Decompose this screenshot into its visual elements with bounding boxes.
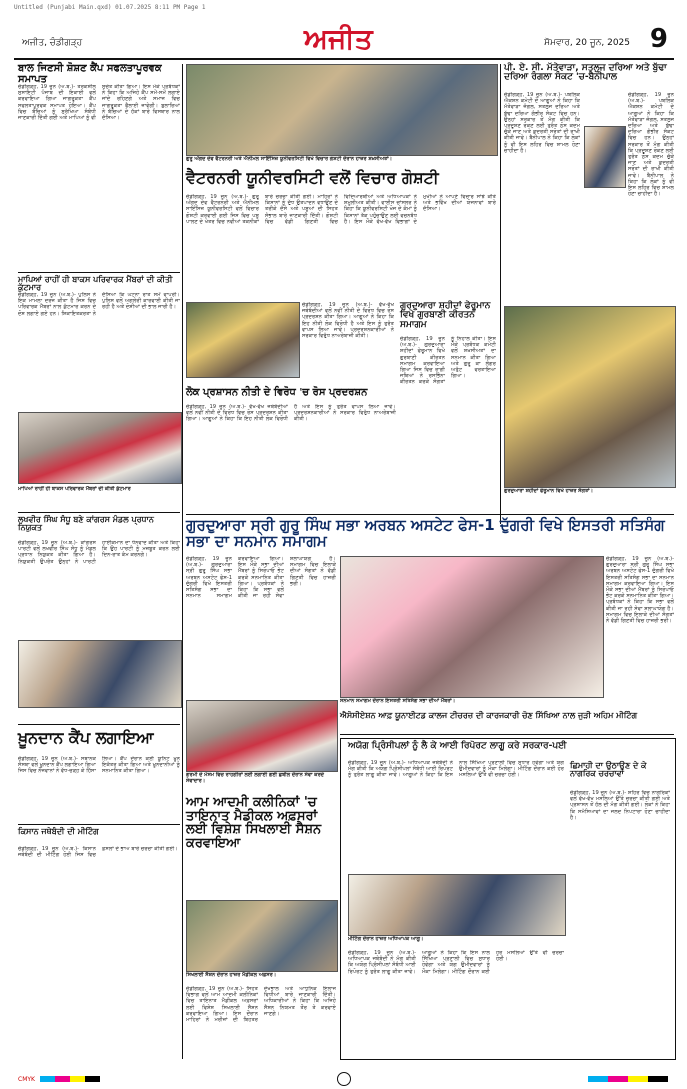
article-body-a12: ਚੰਡੀਗੜ੍ਹ, 19 ਜੂਨ (ਅ.ਬ.)- ਸਿਹਤ ਵਿਭਾਗ ਵਲੋਂ ਆਮ ਆਦਮੀ ਕਲੀਨਿਕਾਂ ਵਿਚ ਤਾਇਨਾਤ ਮੈਡੀਕਲ ਅਫ਼ਸਰਾਂ ਲਈ ਵਿਸ਼ੇਸ਼ ਸਿਖਲਾਈ ਸੈਸ਼ਨ ਕਰਵਾਇਆ ਗਿਆ। ਇਸ ਦੌਰਾਨ ਮਾਹਿਰਾਂ ਨੇ ਮਰੀਜ਼ਾਂ ਦੀ ਬਿਹਤਰ ਦੇਖਭਾਲ ਅਤੇ ਆਧੁਨਿਕ ਇਲਾਜ ਵਿਧੀਆਂ ਬਾਰੇ ਜਾਣਕਾਰੀ ਦਿੱਤੀ। ਅਧਿਕਾਰੀਆਂ ਨੇ ਕਿਹਾ ਕਿ ਅਜਿਹੇ ਸੈਸ਼ਨ ਨਿਯਮਤ ਤੌਰ ਤੇ ਕਰਵਾਏ ਜਾਣਗੇ। bbox=[186, 986, 336, 1024]
issue-date: ਸੋਮਵਾਰ, 20 ਜੂਨ, 2025 bbox=[544, 38, 630, 48]
article-body-a6: ਚੰਡੀਗੜ੍ਹ, 19 ਜੂਨ (ਅ.ਬ.)- ਪਬਲਿਕ ਐਕਸ਼ਨ ਕਮੇਟੀ ਦੇ ਆਗੂਆਂ ਨੇ ਕਿਹਾ ਕਿ ਮੱਤੇਵਾੜਾ ਜੰਗਲ, ਸਤਲੁਜ ਦਰਿਆ ਅਤੇ ਬੁੱਢਾ ਦਰਿਆ ਗੰਭੀਰ ਸੰਕਟ ਵਿਚ ਹਨ। ਉਨ੍ਹਾਂ ਸਰਕਾਰ ਤੋਂ ਮੰਗ ਕੀਤੀ ਕਿ ਪ੍ਰਦੂਸ਼ਣ ਰੋਕਣ ਲਈ ਤੁਰੰਤ ਠੋਸ ਕਦਮ ਚੁੱਕੇ ਜਾਣ ਅਤੇ ਕੁਦਰਤੀ ਸਰੋਤਾਂ ਦੀ ਰਾਖੀ ਕੀਤੀ ਜਾਵੇ। ਬੈਨੀਪਾਲ ਨੇ ਕਿਹਾ ਕਿ ਲੋਕਾਂ ਨੂੰ ਵੀ ਇਸ ਲਹਿਰ ਵਿਚ ਸ਼ਾਮਲ ਹੋਣਾ ਚਾਹੀਦਾ ਹੈ। bbox=[504, 92, 580, 154]
caption-a12: ਸਿਖਲਾਈ ਸੈਸ਼ਨ ਦੌਰਾਨ ਹਾਜ਼ਰ ਮੈਡੀਕਲ ਅਫ਼ਸਰ। bbox=[186, 972, 277, 978]
page-number: 9 bbox=[649, 24, 668, 54]
headline-a3: ਲਖਵੀਰ ਸਿੰਘ ਸੰਧੂ ਬਣੇ ਕਾਂਗਰਸ ਮੰਡਲ ਪ੍ਰਧਾਨ ਨਿਯੁਕਤ bbox=[18, 515, 154, 533]
headline-a10: ਐਸੋਸੀਏਸ਼ਨ ਆਫ਼ ਯੂਨਾਈਟਡ ਕਾਲਜ ਟੀਚਰਜ਼ ਦੀ ਕਾਰਜਕਾਰੀ ਚੋਣ ਸਿੱਖਿਆ ਨਾਲ ਜੁੜੀ ਅਹਿਮ ਮੀਟਿੰਗ bbox=[340, 711, 638, 720]
article-body-a3: ਚੰਡੀਗੜ੍ਹ, 19 ਜੂਨ (ਅ.ਬ.)- ਕਾਂਗਰਸ ਪਾਰਟੀ ਵਲੋਂ ਲਖਵੀਰ ਸਿੰਘ ਸੰਧੂ ਨੂੰ ਮੰਡਲ ਪ੍ਰਧਾਨ ਨਿਯੁਕਤ ਕੀਤਾ ਗਿਆ ਹੈ। ਨਿਯੁਕਤੀ ਉਪਰੰਤ ਉਨ੍ਹਾਂ ਨੇ ਪਾਰਟੀ ਹਾਈਕਮਾਨ ਦਾ ਧੰਨਵਾਦ ਕੀਤਾ ਅਤੇ ਕਿਹਾ ਕਿ ਉਹ ਪਾਰਟੀ ਨੂੰ ਮਜ਼ਬੂਤ ਕਰਨ ਲਈ ਦਿਨ-ਰਾਤ ਕੰਮ ਕਰਨਗੇ। bbox=[18, 540, 180, 565]
divider bbox=[340, 734, 674, 735]
photo-a9 bbox=[340, 556, 604, 698]
article-body-a5: ਚੰਡੀਗੜ੍ਹ, 19 ਜੂਨ (ਅ.ਬ.)- ਗੁਰੂ ਅੰਗਦ ਦੇਵ ਵੈਟਰਨਰੀ ਅਤੇ ਐਨੀਮਲ ਸਾਇੰਸਿਜ਼ ਯੂਨੀਵਰਸਿਟੀ ਵਲੋਂ ਵਿਚਾਰ ਗੋਸ਼ਟੀ ਕਰਵਾਈ ਗਈ ਜਿਸ ਵਿਚ ਪਸ਼ੂ ਪਾਲਣ ਦੇ ਖੇਤਰ ਵਿਚ ਨਵੀਆਂ ਤਕਨੀਕਾਂ ਬਾਰੇ ਚਰਚਾ ਕੀਤੀ ਗਈ। ਮਾਹਿਰਾਂ ਨੇ ਕਿਸਾਨਾਂ ਨੂੰ ਦੁੱਧ ਉਤਪਾਦਨ ਵਧਾਉਣ ਦੇ ਤਰੀਕੇ ਦੱਸੇ ਅਤੇ ਪਸ਼ੂਆਂ ਦੀ ਸਿਹਤ ਸੰਭਾਲ ਬਾਰੇ ਜਾਣਕਾਰੀ ਦਿੱਤੀ। ਗੋਸ਼ਟੀ ਵਿਚ ਵੱਡੀ ਗਿਣਤੀ ਵਿਚ ਵਿਦਿਆਰਥੀਆਂ ਅਤੇ ਅਧਿਆਪਕਾਂ ਨੇ ਸ਼ਮੂਲੀਅਤ ਕੀਤੀ। ਵਾਈਸ ਚਾਂਸਲਰ ਨੇ ਕਿਹਾ ਕਿ ਯੂਨੀਵਰਸਿਟੀ ਖੋਜ ਦੇ ਕੰਮਾਂ ਨੂੰ ਕਿਸਾਨਾਂ ਤੱਕ ਪਹੁੰਚਾਉਣ ਲਈ ਵਚਨਬੱਧ ਹੈ। ਇਸ ਮੌਕੇ ਵੱਖ-ਵੱਖ ਵਿਭਾਗਾਂ ਦੇ ਮੁਖੀਆਂ ਨੇ ਆਪਣੇ ਵਿਚਾਰ ਸਾਂਝੇ ਕੀਤੇ ਅਤੇ ਭਵਿੱਖ ਦੀਆਂ ਯੋਜਨਾਵਾਂ ਬਾਰੇ ਦੱਸਿਆ। bbox=[186, 194, 496, 225]
photo-a12 bbox=[186, 900, 338, 972]
article-body-a1: ਚੰਡੀਗੜ੍ਹ, 19 ਜੂਨ (ਅ.ਬ.)- ਤਰਕਸ਼ੀਲ ਸੁਸਾਇਟੀ ਪੰਜਾਬ ਦੀ ਇਕਾਈ ਵਲੋਂ ਕਰਵਾਇਆ ਗਿਆ ਜਾਗਰੂਕਤਾ ਕੈਂਪ ਸਫਲਤਾਪੂਰਵਕ ਸਮਾਪਤ ਹੋਇਆ। ਕੈਂਪ ਵਿਚ ਬੱਚਿਆਂ ਨੂੰ ਸੁਰੱਖਿਆ ਸੰਬੰਧੀ ਜਾਣਕਾਰੀ ਦਿੱਤੀ ਗਈ ਅਤੇ ਮਾਪਿਆਂ ਨੂੰ ਵੀ ਸੁਚੇਤ ਕੀਤਾ ਗਿਆ। ਇਸ ਮੌਕੇ ਪ੍ਰਬੰਧਕਾਂ ਨੇ ਕਿਹਾ ਕਿ ਅਜਿਹੇ ਕੈਂਪ ਸਮੇਂ-ਸਮੇਂ ਲਗਾਏ ਜਾਂਦੇ ਰਹਿਣਗੇ ਅਤੇ ਸਮਾਜ ਵਿਚ ਜਾਗਰੂਕਤਾ ਫੈਲਾਈ ਜਾਵੇਗੀ। ਬੁਲਾਰਿਆਂ ਨੇ ਬੱਚਿਆਂ ਦੇ ਹੱਕਾਂ ਬਾਰੇ ਵਿਸਥਾਰ ਨਾਲ ਦੱਸਿਆ। bbox=[18, 84, 180, 122]
divider bbox=[186, 514, 674, 515]
photo-a8 bbox=[186, 302, 300, 378]
divider bbox=[18, 724, 180, 725]
headline-a6: ਪੀ. ਏ. ਸੀ. ਮੱਤੇਵਾੜਾ, ਸਤਲੁਜ ਦਰਿਆ ਅਤੇ ਬੁੱਢਾ ਦਰਿਆ ਰੰਗਲਾ ਸੰਕਟ 'ਚ-ਬੈਨੀਪਾਲ bbox=[504, 63, 667, 83]
photo-a2 bbox=[18, 412, 182, 484]
article-body-a6-right: ਚੰਡੀਗੜ੍ਹ, 19 ਜੂਨ (ਅ.ਬ.)- ਪਬਲਿਕ ਐਕਸ਼ਨ ਕਮੇਟੀ ਦੇ ਆਗੂਆਂ ਨੇ ਕਿਹਾ ਕਿ ਮੱਤੇਵਾੜਾ ਜੰਗਲ, ਸਤਲੁਜ ਦਰਿਆ ਅਤੇ ਬੁੱਢਾ ਦਰਿਆ ਗੰਭੀਰ ਸੰਕਟ ਵਿਚ ਹਨ। ਉਨ੍ਹਾਂ ਸਰਕਾਰ ਤੋਂ ਮੰਗ ਕੀਤੀ ਕਿ ਪ੍ਰਦੂਸ਼ਣ ਰੋਕਣ ਲਈ ਤੁਰੰਤ ਠੋਸ ਕਦਮ ਚੁੱਕੇ ਜਾਣ ਅਤੇ ਕੁਦਰਤੀ ਸਰੋਤਾਂ ਦੀ ਰਾਖੀ ਕੀਤੀ ਜਾਵੇ। ਬੈਨੀਪਾਲ ਨੇ ਕਿਹਾ ਕਿ ਲੋਕਾਂ ਨੂੰ ਵੀ ਇਸ ਲਹਿਰ ਵਿਚ ਸ਼ਾਮਲ ਹੋਣਾ ਚਾਹੀਦਾ ਹੈ। bbox=[628, 92, 674, 198]
article-body-a9: ਚੰਡੀਗੜ੍ਹ, 19 ਜੂਨ (ਅ.ਬ.)- ਗੁਰਦੁਆਰਾ ਸ੍ਰੀ ਗੁਰੂ ਸਿੰਘ ਸਭਾ ਅਰਬਨ ਅਸਟੇਟ ਫੇਸ-1 ਦੁੱਗਰੀ ਵਿਖੇ ਇਸਤਰੀ ਸਤਿਸੰਗ ਸਭਾ ਦਾ ਸਨਮਾਨ ਸਮਾਗਮ ਕਰਵਾਇਆ ਗਿਆ। ਇਸ ਮੌਕੇ ਸਭਾ ਦੀਆਂ ਮੈਂਬਰਾਂ ਨੂੰ ਸਿਰੋਪਾਓ ਭੇਟ ਕਰਕੇ ਸਨਮਾਨਿਤ ਕੀਤਾ ਗਿਆ। ਪ੍ਰਬੰਧਕਾਂ ਨੇ ਕਿਹਾ ਕਿ ਸਭਾ ਵਲੋਂ ਕੀਤੀ ਜਾ ਰਹੀ ਸੇਵਾ ਸ਼ਲਾਘਾਯੋਗ ਹੈ। ਸਮਾਗਮ ਵਿਚ ਇਲਾਕੇ ਦੀਆਂ ਸੰਗਤਾਂ ਨੇ ਵੱਡੀ ਗਿਣਤੀ ਵਿਚ ਹਾਜ਼ਰੀ ਭਰੀ। bbox=[186, 556, 336, 600]
headline-a11: ਅਯੋਗ ਪ੍ਰਿੰਸੀਪਲਾਂ ਨੂੰ ਲੈ ਕੇ ਆਈ ਰਿਪੋਰਟ ਲਾਗੂ ਕਰੇ ਸਰਕਾਰ-ਪਈ bbox=[348, 741, 567, 751]
headline-a1: ਬਾਲ ਜਿਣਸੀ ਸ਼ੋਸ਼ਣ ਕੈਂਪ ਸਫਲਤਾਪੂਰਵਕ ਸਮਾਪਤ bbox=[18, 63, 162, 85]
column-divider bbox=[182, 64, 183, 1059]
photo-a5 bbox=[186, 64, 498, 156]
caption-a11: ਮੀਟਿੰਗ ਦੌਰਾਨ ਹਾਜ਼ਰ ਅਧਿਆਪਕ ਆਗੂ। bbox=[348, 936, 424, 942]
edition-label: ਅਜੀਤ, ਚੰਡੀਗੜ੍ਹ bbox=[22, 38, 83, 48]
caption-a5: ਗੁਰੂ ਅੰਗਦ ਦੇਵ ਵੈਟਰਨਰੀ ਅਤੇ ਐਨੀਮਲ ਸਾਇੰਸਿਜ਼ ਯੂਨੀਵਰਸਿਟੀ ਵਿਖੇ ਵਿਚਾਰ ਗੋਸ਼ਟੀ ਦੌਰਾਨ ਹਾਜ਼ਰ ਸ਼ਖ਼ਸੀਅਤਾਂ। bbox=[186, 156, 393, 162]
photo-a15 bbox=[186, 700, 338, 772]
article-body-a11-lower: ਚੰਡੀਗੜ੍ਹ, 19 ਜੂਨ (ਅ.ਬ.)- ਅਧਿਆਪਕ ਜਥੇਬੰਦੀ ਨੇ ਮੰਗ ਕੀਤੀ ਕਿ ਅਯੋਗ ਪ੍ਰਿੰਸੀਪਲਾਂ ਸੰਬੰਧੀ ਆਈ ਰਿਪੋਰਟ ਨੂੰ ਤੁਰੰਤ ਲਾਗੂ ਕੀਤਾ ਜਾਵੇ। ਆਗੂਆਂ ਨੇ ਕਿਹਾ ਕਿ ਇਸ ਨਾਲ ਸਿੱਖਿਆ ਪ੍ਰਣਾਲੀ ਵਿਚ ਸੁਧਾਰ ਹੋਵੇਗਾ ਅਤੇ ਯੋਗ ਉਮੀਦਵਾਰਾਂ ਨੂੰ ਮੌਕਾ ਮਿਲੇਗਾ। ਮੀਟਿੰਗ ਦੌਰਾਨ ਕਈ ਹੋਰ ਮਸਲਿਆਂ ਉੱਤੇ ਵੀ ਚਰਚਾ ਹੋਈ। bbox=[348, 950, 564, 975]
headline-a14: ਛਿਮਾਹੀ ਦਾ ਉਠਾਉਣ ਦੇ ਕੇ ਨਾਗਰਿਕ ਚਰਚਾਵਾਂ bbox=[570, 761, 647, 779]
article-body-a11: ਚੰਡੀਗੜ੍ਹ, 19 ਜੂਨ (ਅ.ਬ.)- ਅਧਿਆਪਕ ਜਥੇਬੰਦੀ ਨੇ ਮੰਗ ਕੀਤੀ ਕਿ ਅਯੋਗ ਪ੍ਰਿੰਸੀਪਲਾਂ ਸੰਬੰਧੀ ਆਈ ਰਿਪੋਰਟ ਨੂੰ ਤੁਰੰਤ ਲਾਗੂ ਕੀਤਾ ਜਾਵੇ। ਆਗੂਆਂ ਨੇ ਕਿਹਾ ਕਿ ਇਸ ਨਾਲ ਸਿੱਖਿਆ ਪ੍ਰਣਾਲੀ ਵਿਚ ਸੁਧਾਰ ਹੋਵੇਗਾ ਅਤੇ ਯੋਗ ਉਮੀਦਵਾਰਾਂ ਨੂੰ ਮੌਕਾ ਮਿਲੇਗਾ। ਮੀਟਿੰਗ ਦੌਰਾਨ ਕਈ ਹੋਰ ਮਸਲਿਆਂ ਉੱਤੇ ਵੀ ਚਰਚਾ ਹੋਈ। bbox=[348, 760, 564, 779]
headline-a4: ਖ਼ੂਨਦਾਨ ਕੈਂਪ ਲਗਾਇਆ bbox=[18, 728, 154, 747]
headline-a13: ਕਿਸਾਨ ਜਥੇਬੰਦੀ ਦੀ ਮੀਟਿੰਗ bbox=[18, 827, 99, 836]
photo-a7 bbox=[504, 306, 676, 488]
photo-a3 bbox=[18, 640, 182, 708]
headline-a9: ਗੁਰਦੁਆਰਾ ਸ੍ਰੀ ਗੁਰੂ ਸਿੰਘ ਸਭਾ ਅਰਬਨ ਅਸਟੇਟ ਫੇਸ-1 ਦੁੱਗਰੀ ਵਿਖੇ ਇਸਤਰੀ ਸਤਿਸੰਗ ਸਭਾ ਦਾ ਸਨਮਾਨ ਸਮਾਗਮ bbox=[186, 516, 665, 550]
print-slug: Untitled (Punjabi Main.qxd) 01.07.2025 8:11 PM Page 1 bbox=[14, 4, 206, 11]
color-label: CMYK bbox=[18, 1076, 35, 1083]
headline-a12: ਆਮ ਆਦਮੀ ਕਲੀਨਿਕਾਂ 'ਚ ਤਾਇਨਾਤ ਮੈਡੀਕਲ ਅਫ਼ਸਰਾਂ ਲਈ ਵਿਸ਼ੇਸ਼ ਸਿਖਲਾਈ ਸੈਸ਼ਨ ਕਰਵਾਇਆ bbox=[186, 795, 322, 851]
column-divider bbox=[500, 64, 501, 524]
article-body-a13: ਚੰਡੀਗੜ੍ਹ, 19 ਜੂਨ (ਅ.ਬ.)- ਕਿਸਾਨ ਜਥੇਬੰਦੀ ਦੀ ਮੀਟਿੰਗ ਹੋਈ ਜਿਸ ਵਿਚ ਫ਼ਸਲਾਂ ਦੇ ਭਾਅ ਬਾਰੇ ਚਰਚਾ ਕੀਤੀ ਗਈ। bbox=[18, 846, 178, 859]
article-body-a14: ਚੰਡੀਗੜ੍ਹ, 19 ਜੂਨ (ਅ.ਬ.)- ਸ਼ਹਿਰ ਵਿਚ ਨਾਗਰਿਕਾਂ ਵਲੋਂ ਵੱਖ-ਵੱਖ ਮਸਲਿਆਂ ਉੱਤੇ ਚਰਚਾ ਕੀਤੀ ਗਈ ਅਤੇ ਪ੍ਰਸ਼ਾਸਨ ਤੋਂ ਹੱਲ ਦੀ ਮੰਗ ਕੀਤੀ ਗਈ। ਲੋਕਾਂ ਨੇ ਕਿਹਾ ਕਿ ਸਮੱਸਿਆਵਾਂ ਦਾ ਜਲਦ ਨਿਪਟਾਰਾ ਹੋਣਾ ਚਾਹੀਦਾ ਹੈ। bbox=[570, 790, 670, 821]
registration-mark bbox=[337, 1072, 351, 1086]
headline-a5: ਵੈਟਰਨਰੀ ਯੂਨੀਵਰਸਿਟੀ ਵਲੋਂ ਵਿਚਾਰ ਗੋਸ਼ਟੀ bbox=[186, 168, 439, 187]
headline-a8: ਲੋਕ ਪ੍ਰਸ਼ਾਸਨ ਨੀਤੀ ਦੇ ਵਿਰੋਧ 'ਚ ਰੋਸ ਪ੍ਰਦਰਸ਼ਨ bbox=[186, 387, 368, 398]
color-bar bbox=[40, 1076, 100, 1082]
divider bbox=[18, 272, 180, 273]
divider bbox=[18, 512, 180, 513]
newspaper-title: ਅਜੀਤ bbox=[304, 22, 373, 55]
masthead bbox=[14, 22, 674, 60]
article-body-a9-right: ਚੰਡੀਗੜ੍ਹ, 19 ਜੂਨ (ਅ.ਬ.)- ਗੁਰਦੁਆਰਾ ਸ੍ਰੀ ਗੁਰੂ ਸਿੰਘ ਸਭਾ ਅਰਬਨ ਅਸਟੇਟ ਫੇਸ-1 ਦੁੱਗਰੀ ਵਿਖੇ ਇਸਤਰੀ ਸਤਿਸੰਗ ਸਭਾ ਦਾ ਸਨਮਾਨ ਸਮਾਗਮ ਕਰਵਾਇਆ ਗਿਆ। ਇਸ ਮੌਕੇ ਸਭਾ ਦੀਆਂ ਮੈਂਬਰਾਂ ਨੂੰ ਸਿਰੋਪਾਓ ਭੇਟ ਕਰਕੇ ਸਨਮਾਨਿਤ ਕੀਤਾ ਗਿਆ। ਪ੍ਰਬੰਧਕਾਂ ਨੇ ਕਿਹਾ ਕਿ ਸਭਾ ਵਲੋਂ ਕੀਤੀ ਜਾ ਰਹੀ ਸੇਵਾ ਸ਼ਲਾਘਾਯੋਗ ਹੈ। ਸਮਾਗਮ ਵਿਚ ਇਲਾਕੇ ਦੀਆਂ ਸੰਗਤਾਂ ਨੇ ਵੱਡੀ ਗਿਣਤੀ ਵਿਚ ਹਾਜ਼ਰੀ ਭਰੀ। bbox=[606, 556, 674, 625]
portrait-photo bbox=[584, 126, 626, 188]
caption-a7: ਗੁਰਦੁਆਰਾ ਸ਼ਹੀਦਾਂ ਫੇਰੂਮਾਨ ਵਿਖੇ ਹਾਜ਼ਰ ਸੰਗਤਾਂ। bbox=[504, 488, 593, 494]
headline-a2: ਮਾਪਿਆਂ ਰਾਹੀਂ ਹੀ ਬਾਕਸ ਪਰਿਵਾਰਕ ਮੈਂਬਰਾਂ ਦੀ ਕੀਤੀ ਕੁੱਟਮਾਰ bbox=[18, 275, 173, 293]
caption-a9: ਸਨਮਾਨ ਸਮਾਗਮ ਦੌਰਾਨ ਇਸਤਰੀ ਸਤਿਸੰਗ ਸਭਾ ਦੀਆਂ ਮੈਂਬਰਾਂ। bbox=[340, 698, 456, 704]
article-body-a8: ਚੰਡੀਗੜ੍ਹ, 19 ਜੂਨ (ਅ.ਬ.)- ਵੱਖ-ਵੱਖ ਜਥੇਬੰਦੀਆਂ ਵਲੋਂ ਨਵੀਂ ਨੀਤੀ ਦੇ ਵਿਰੋਧ ਵਿਚ ਰੋਸ ਪ੍ਰਦਰਸ਼ਨ ਕੀਤਾ ਗਿਆ। ਆਗੂਆਂ ਨੇ ਕਿਹਾ ਕਿ ਇਹ ਨੀਤੀ ਲੋਕ ਵਿਰੋਧੀ ਹੈ ਅਤੇ ਇਸ ਨੂੰ ਤੁਰੰਤ ਵਾਪਸ ਲਿਆ ਜਾਵੇ। ਪ੍ਰਦਰਸ਼ਨਕਾਰੀਆਂ ਨੇ ਸਰਕਾਰ ਵਿਰੁੱਧ ਨਾਅਰੇਬਾਜ਼ੀ ਕੀਤੀ। bbox=[186, 404, 396, 423]
caption-a15: ਗਰਮੀ ਦੇ ਮੌਸਮ ਵਿਚ ਰਾਹਗੀਰਾਂ ਲਈ ਲਗਾਈ ਗਈ ਛਬੀਲ ਦੌਰਾਨ ਸੇਵਾ ਕਰਦੇ ਸੇਵਾਦਾਰ। bbox=[186, 772, 324, 784]
divider bbox=[18, 824, 180, 825]
article-body-a2: ਚੰਡੀਗੜ੍ਹ, 19 ਜੂਨ (ਅ.ਬ.)- ਪੁਲਿਸ ਨੇ ਇਕ ਮਾਮਲਾ ਦਰਜ ਕੀਤਾ ਹੈ ਜਿਸ ਵਿਚ ਪਰਿਵਾਰਕ ਮੈਂਬਰਾਂ ਨਾਲ ਕੁੱਟਮਾਰ ਕਰਨ ਦੇ ਦੋਸ਼ ਲਗਾਏ ਗਏ ਹਨ। ਸ਼ਿਕਾਇਤਕਰਤਾ ਨੇ ਦੱਸਿਆ ਕਿ ਘਟਨਾ ਰਾਤ ਸਮੇਂ ਵਾਪਰੀ। ਪੁਲਿਸ ਵਲੋਂ ਅਗਲੇਰੀ ਕਾਰਵਾਈ ਕੀਤੀ ਜਾ ਰਹੀ ਹੈ ਅਤੇ ਦੋਸ਼ੀਆਂ ਦੀ ਭਾਲ ਜਾਰੀ ਹੈ। bbox=[18, 292, 180, 317]
headline-a7: ਗੁਰਦੁਆਰਾ ਸ਼ਹੀਦਾਂ ਫੇਰੂਮਾਨ ਵਿਖੇ ਗੁਰਬਾਣੀ ਕੀਰਤਨ ਸਮਾਗਮ bbox=[400, 301, 491, 330]
caption-a2: ਮਾਪਿਆਂ ਰਾਹੀਂ ਹੀ ਬਾਕਸ ਪਰਿਵਾਰਕ ਮੈਂਬਰਾਂ ਦੀ ਕੀਤੀ ਕੁੱਟਮਾਰ bbox=[18, 486, 131, 492]
article-body-a7: ਚੰਡੀਗੜ੍ਹ, 19 ਜੂਨ (ਅ.ਬ.)- ਗੁਰਦੁਆਰਾ ਸ਼ਹੀਦਾਂ ਫੇਰੂਮਾਨ ਵਿਖੇ ਗੁਰਬਾਣੀ ਕੀਰਤਨ ਸਮਾਗਮ ਕਰਵਾਇਆ ਗਿਆ ਜਿਸ ਵਿਚ ਰਾਗੀ ਜਥਿਆਂ ਨੇ ਰਸਭਿੰਨਾ ਕੀਰਤਨ ਕਰਕੇ ਸੰਗਤਾਂ ਨੂੰ ਨਿਹਾਲ ਕੀਤਾ। ਇਸ ਮੌਕੇ ਪ੍ਰਬੰਧਕ ਕਮੇਟੀ ਵਲੋਂ ਸ਼ਖ਼ਸੀਅਤਾਂ ਦਾ ਸਨਮਾਨ ਕੀਤਾ ਗਿਆ ਅਤੇ ਗੁਰੂ ਕਾ ਲੰਗਰ ਅਤੁੱਟ ਵਰਤਾਇਆ ਗਿਆ। bbox=[400, 336, 496, 386]
photo-a11 bbox=[348, 874, 566, 936]
article-body-a8-left: ਚੰਡੀਗੜ੍ਹ, 19 ਜੂਨ (ਅ.ਬ.)- ਵੱਖ-ਵੱਖ ਜਥੇਬੰਦੀਆਂ ਵਲੋਂ ਨਵੀਂ ਨੀਤੀ ਦੇ ਵਿਰੋਧ ਵਿਚ ਰੋਸ ਪ੍ਰਦਰਸ਼ਨ ਕੀਤਾ ਗਿਆ। ਆਗੂਆਂ ਨੇ ਕਿਹਾ ਕਿ ਇਹ ਨੀਤੀ ਲੋਕ ਵਿਰੋਧੀ ਹੈ ਅਤੇ ਇਸ ਨੂੰ ਤੁਰੰਤ ਵਾਪਸ ਲਿਆ ਜਾਵੇ। ਪ੍ਰਦਰਸ਼ਨਕਾਰੀਆਂ ਨੇ ਸਰਕਾਰ ਵਿਰੁੱਧ ਨਾਅਰੇਬਾਜ਼ੀ ਕੀਤੀ। bbox=[302, 302, 394, 340]
color-bar bbox=[588, 1076, 668, 1082]
article-body-a4: ਚੰਡੀਗੜ੍ਹ, 19 ਜੂਨ (ਅ.ਬ.)- ਸਥਾਨਕ ਸੰਸਥਾ ਵਲੋਂ ਖ਼ੂਨਦਾਨ ਕੈਂਪ ਲਗਾਇਆ ਗਿਆ ਜਿਸ ਵਿਚ ਨੌਜਵਾਨਾਂ ਨੇ ਵੱਧ-ਚੜ੍ਹ ਕੇ ਹਿੱਸਾ ਲਿਆ। ਕੈਂਪ ਦੌਰਾਨ ਕਈ ਯੂਨਿਟ ਖ਼ੂਨ ਇਕੱਤਰ ਕੀਤਾ ਗਿਆ ਅਤੇ ਖ਼ੂਨਦਾਨੀਆਂ ਨੂੰ ਸਨਮਾਨਿਤ ਕੀਤਾ ਗਿਆ। bbox=[18, 756, 180, 775]
